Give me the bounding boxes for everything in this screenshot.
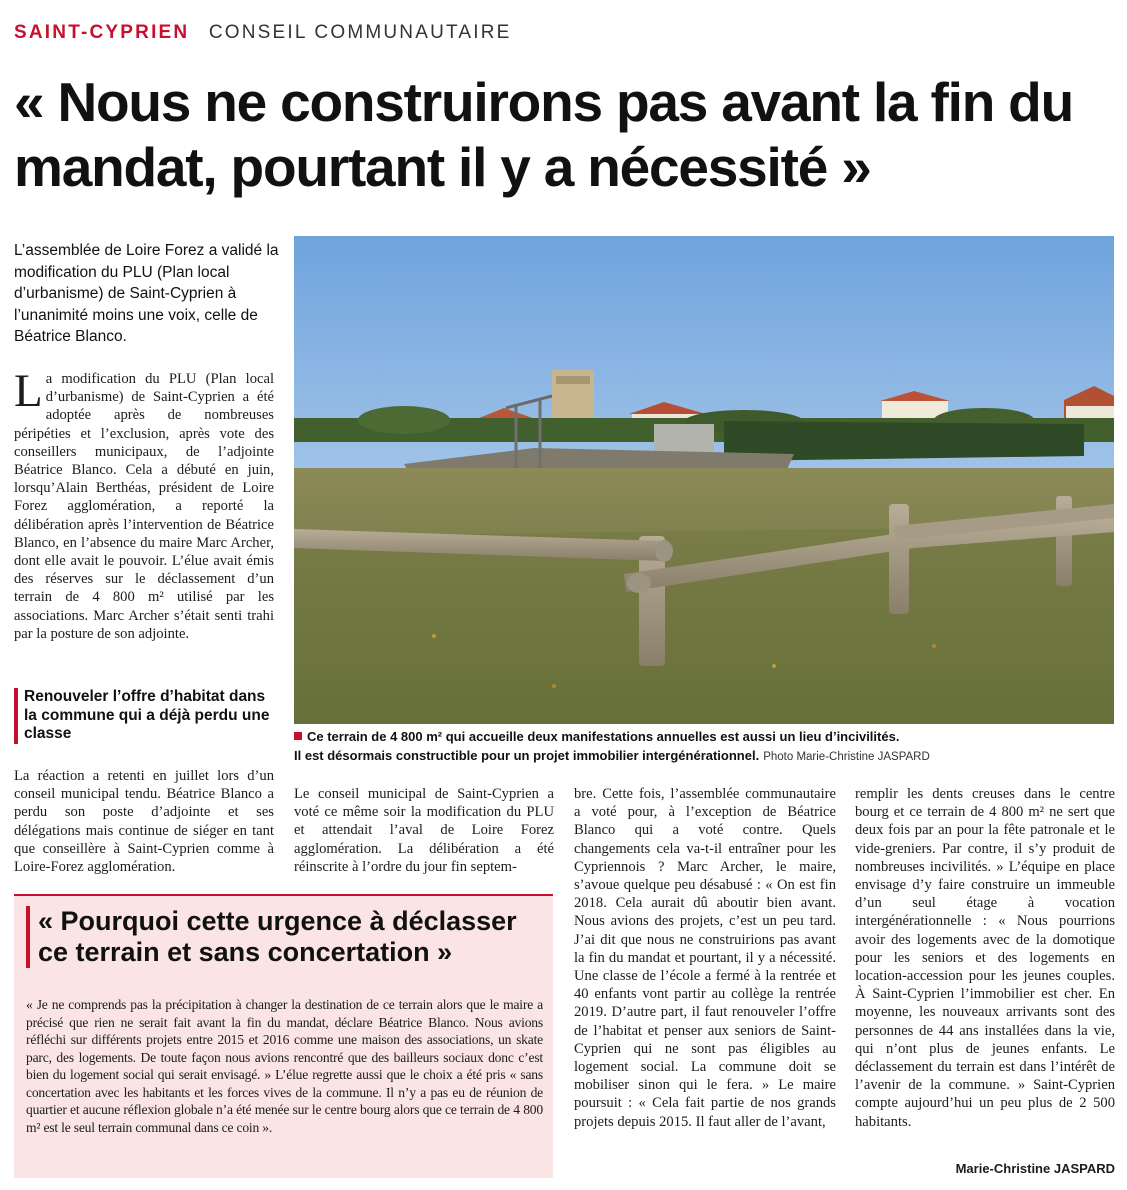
caption-marker [294,732,302,740]
article-photo [294,236,1114,724]
article-text-2: La réaction a retenti en juillet lors d’un conseil municipal tendu. Béatrice Blanco a perdu son poste d’adjointe et ses délégations mais continue de siéger en tant que conseillère à Saint-Cyprien comme à Loire-Forez agglomération. [14,768,274,876]
article-text-1: a modification du PLU (Plan local d’urbanisme) de Saint-Cyprien a été adoptée après de nombreuses péripéties et l’exclusion, après vote des conseillers municipaux, de l’adjointe Béatrice Blanco. Cela a débuté en juin, lorsqu’Alain Berthéas, président de Loire Forez agglomération, a reporté la délibération après l’intervention de Béatrice Blanco, en l’absence du maire Marc Archer, dont elle avait le pouvoir. L’élue avait émis des réserves sur le déclassement d’un terrain de 4 800 m² utilisé par les associations. Marc Archer s’était senti trahi par la posture de son adjointe. [14,371,274,642]
article-column-4: remplir les dents creuses dans le centre bourg et ce terrain de 4 800 m² ne sert que deux fois par an pour la fête patronale et le vide-greniers. Par contre, il s’y produit de nombreuses incivilités. » L’équipe en place envisage d’y faire construire un immeuble d’un seul étage à vocation intergénérationnelle : « Nous pourrions avoir des logements avec de la domotique pour les seniors et des logements en location-accession pour les jeunes couples. À Saint-Cyprien l’immobilier est cher. En moyenne, les nouveaux arrivants sont des personnes de 44 ans installées dans la vie, qui n’ont plus de jeunes enfants. Le déclassement du terrain est dans l’intérêt de l’avenir de la commune. » Saint-Cyprien compte aujourd’hui un peu plus de 2 500 habitants. [855,786,1115,1130]
photo-caption [294,728,1114,766]
quote-box-text: « Je ne comprends pas la précipitation à changer la destination de ce terrain alors que le maire a précisé que rien ne serait fait avant la fin du mandat, déclare Béatrice Blanco. Nous avions réfléchi sur différents projets entre 2015 et 2016 comme une maison des associations, un skate parc, des logements. De toute façon nous avions rencontré que des bailleurs sociaux donc c’est bien du logement social qui serait envisagé. » L’élue regrette aussi que le choix a été pris « sans concertation avec les habitants et les forces vives de la commune. Il n’y a pas eu de réunion de quartier et aucune réflexion globale n’a été menée sur le centre bourg alors que ce terrain de 4 800 m² est le seul terrain communal dans ce coin ». [26,997,543,1135]
photo-illustration [294,236,1114,724]
photo-credit: Photo Marie-Christine JASPARD [763,750,930,763]
article-kicker [14,22,512,44]
article-column-1 [14,365,274,643]
kicker-place: SAINT-CYPRIEN [14,22,190,43]
caption-line-1: Ce terrain de 4 800 m² qui accueille deux manifestations annuelles est aussi un lieu d’incivilités. [307,729,900,744]
dropcap: L [14,365,43,417]
author-signature: Marie-Christine JASPARD [955,1161,1115,1176]
headline: « Nous ne construirons pas avant la fin du mandat, pourtant il y a nécessité » [14,71,1073,198]
intertitle: Renouveler l’offre d’habitat dans la commune qui a déjà perdu une classe [14,688,274,744]
article-column-3: bre. Cette fois, l’assemblée communautaire a voté pour, à l’exception de Béatrice Blanco qui a voté contre. Quels changements cela va-t-il entraîner pour les Cypriennois ? Marc Archer, le maire, s’avoue quelque peu désabusé : « On est fin 2018. Cela aurait dû aboutir bien avant. Nous avions des projets, c’est un peu tard. J’ai dit que nous ne construirions pas avant la fin du mandat et pourtant, il y a nécessité. Une classe de l’école a fermé à la rentrée et 40 enfants vont partir au collège la rentrée 2019. D’autre part, il faut renouveler l’offre de l’habitat et penser aux seniors de Saint-Cyprien qui ne sont pas éligibles au logement social. La commune doit se mobiliser sinon qui le fera. » Le maire poursuit : « Cela fait partie de nos grands projets depuis 2015. Il faut aller de l’avant, [574,786,836,1130]
caption-line-2: Il est désormais constructible pour un projet immobilier intergénérationnel. [294,747,760,763]
quote-box-title: « Pourquoi cette urgence à déclasser ce terrain et sans concertation » [26,906,546,968]
chapo: L’assemblée de Loire Forez a validé la modification du PLU (Plan local d’urbanisme) de Saint-Cyprien à l’unanimité moins une voix, celle de Béatrice Blanco. [14,242,279,345]
article-column-2: Le conseil municipal de Saint-Cyprien a voté ce même soir la modification du PLU et attendait l’aval de Loire Forez agglomération. La délibération a été réinscrite à l’ordre du jour fin septem- [294,786,554,875]
kicker-rubric: CONSEIL COMMUNAUTAIRE [208,22,512,43]
quote-box [14,894,553,1178]
